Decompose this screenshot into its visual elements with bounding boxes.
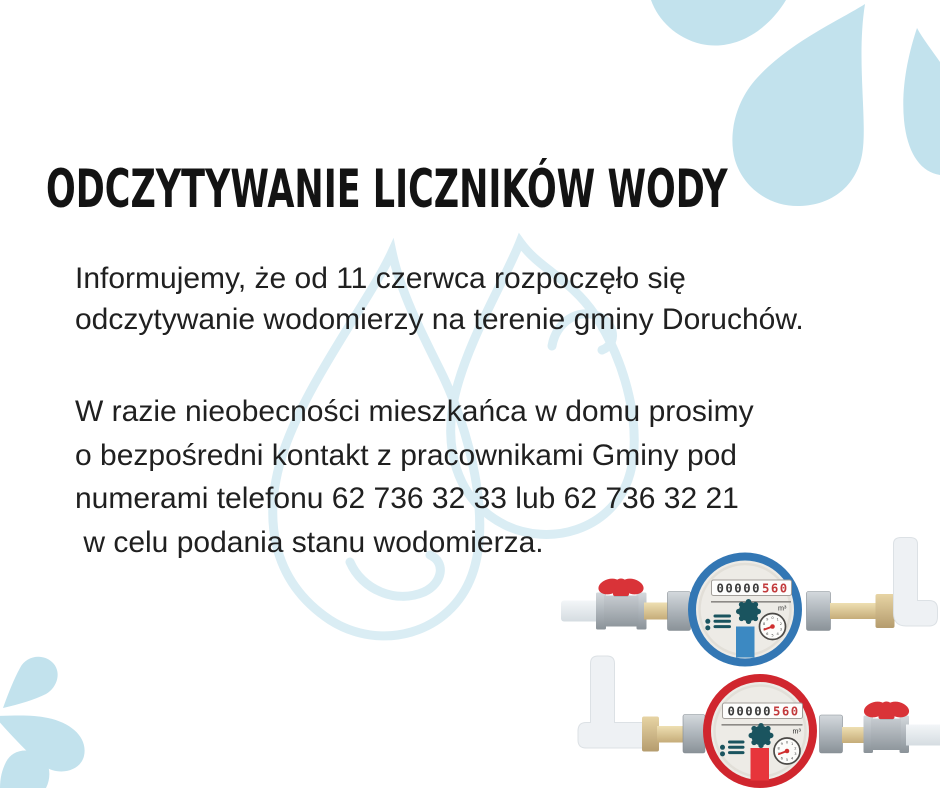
svg-text:9: 9	[780, 742, 783, 747]
svg-text:1: 1	[791, 742, 794, 747]
dial-needle-hub	[770, 624, 775, 629]
odometer-reading-red: 560	[773, 704, 800, 719]
svg-text:0: 0	[785, 740, 789, 745]
svg-text:8: 8	[777, 746, 780, 751]
brass-coupling	[644, 603, 670, 620]
odometer-reading: 00000	[727, 704, 773, 719]
svg-text:2: 2	[779, 622, 783, 627]
svg-text:4: 4	[791, 756, 794, 761]
pipe	[561, 601, 599, 622]
valve-body	[871, 719, 901, 751]
page-title: ODCZYTYWANIE LICZNIKÓW WODY	[46, 158, 728, 220]
valve-handle-icon	[597, 576, 646, 596]
svg-text:4: 4	[776, 631, 779, 636]
text-line: o bezpośredni kontakt z pracownikami Gminy pod	[75, 438, 737, 472]
announcement-paragraph-1	[75, 258, 804, 340]
valve-handle-icon	[862, 699, 911, 719]
svg-text:5: 5	[771, 633, 774, 638]
svg-text:3: 3	[779, 627, 783, 632]
text-line: odczytywanie wodomierzy na terenie gminy Doruchów.	[75, 303, 804, 336]
brass-nut	[876, 594, 895, 628]
valve-body	[604, 596, 639, 627]
announcement-paragraph-2	[75, 390, 754, 564]
pipe-nut	[807, 592, 831, 631]
unit-label: m³	[792, 726, 801, 736]
text-line: Informujemy, że od 11 czerwca rozpoczęło się	[75, 262, 686, 295]
unit-label: m³	[778, 603, 787, 613]
drop-icon	[903, 28, 940, 175]
svg-text:6: 6	[780, 756, 783, 761]
svg-text:5: 5	[785, 758, 789, 763]
brass-nut	[642, 717, 659, 752]
svg-text:1: 1	[776, 617, 779, 622]
text-line: numerami telefonu 62 736 32 33 lub 62 736 32 21	[75, 482, 739, 515]
text-line: W razie nieobecności mieszkańca w domu prosimy	[75, 395, 754, 428]
pipe-nut	[683, 715, 705, 754]
water-meter-red	[578, 656, 940, 788]
meter-dial	[774, 738, 800, 764]
flow-indicator-bar	[751, 748, 770, 781]
meter-gear-icon	[749, 723, 774, 748]
pipe-elbow	[578, 656, 643, 748]
dial-needle-hub	[785, 749, 790, 754]
drop-icon	[3, 657, 58, 708]
pipe-nut	[668, 592, 691, 631]
odometer-reading: 00000	[716, 581, 762, 596]
odometer-reading-red: 560	[762, 581, 789, 596]
brass-coupling	[830, 603, 879, 619]
pipe	[906, 725, 940, 746]
svg-text:0: 0	[771, 616, 774, 620]
text-line: w celu podania stanu wodomierza.	[75, 525, 544, 559]
bottom-left-drops	[0, 657, 85, 788]
flow-indicator-bar	[736, 627, 755, 658]
svg-text:6: 6	[766, 631, 769, 636]
pipe-nut	[820, 715, 843, 753]
svg-text:3: 3	[794, 752, 797, 757]
drop-icon	[651, 0, 786, 45]
brass-coupling	[657, 726, 685, 743]
svg-text:8: 8	[762, 622, 766, 627]
meter-gear-icon	[736, 599, 761, 624]
svg-text:9: 9	[766, 617, 769, 622]
pipe-elbow	[894, 538, 938, 627]
brass-coupling	[842, 727, 867, 743]
meter-dial	[760, 614, 786, 640]
svg-text:2: 2	[794, 746, 797, 751]
